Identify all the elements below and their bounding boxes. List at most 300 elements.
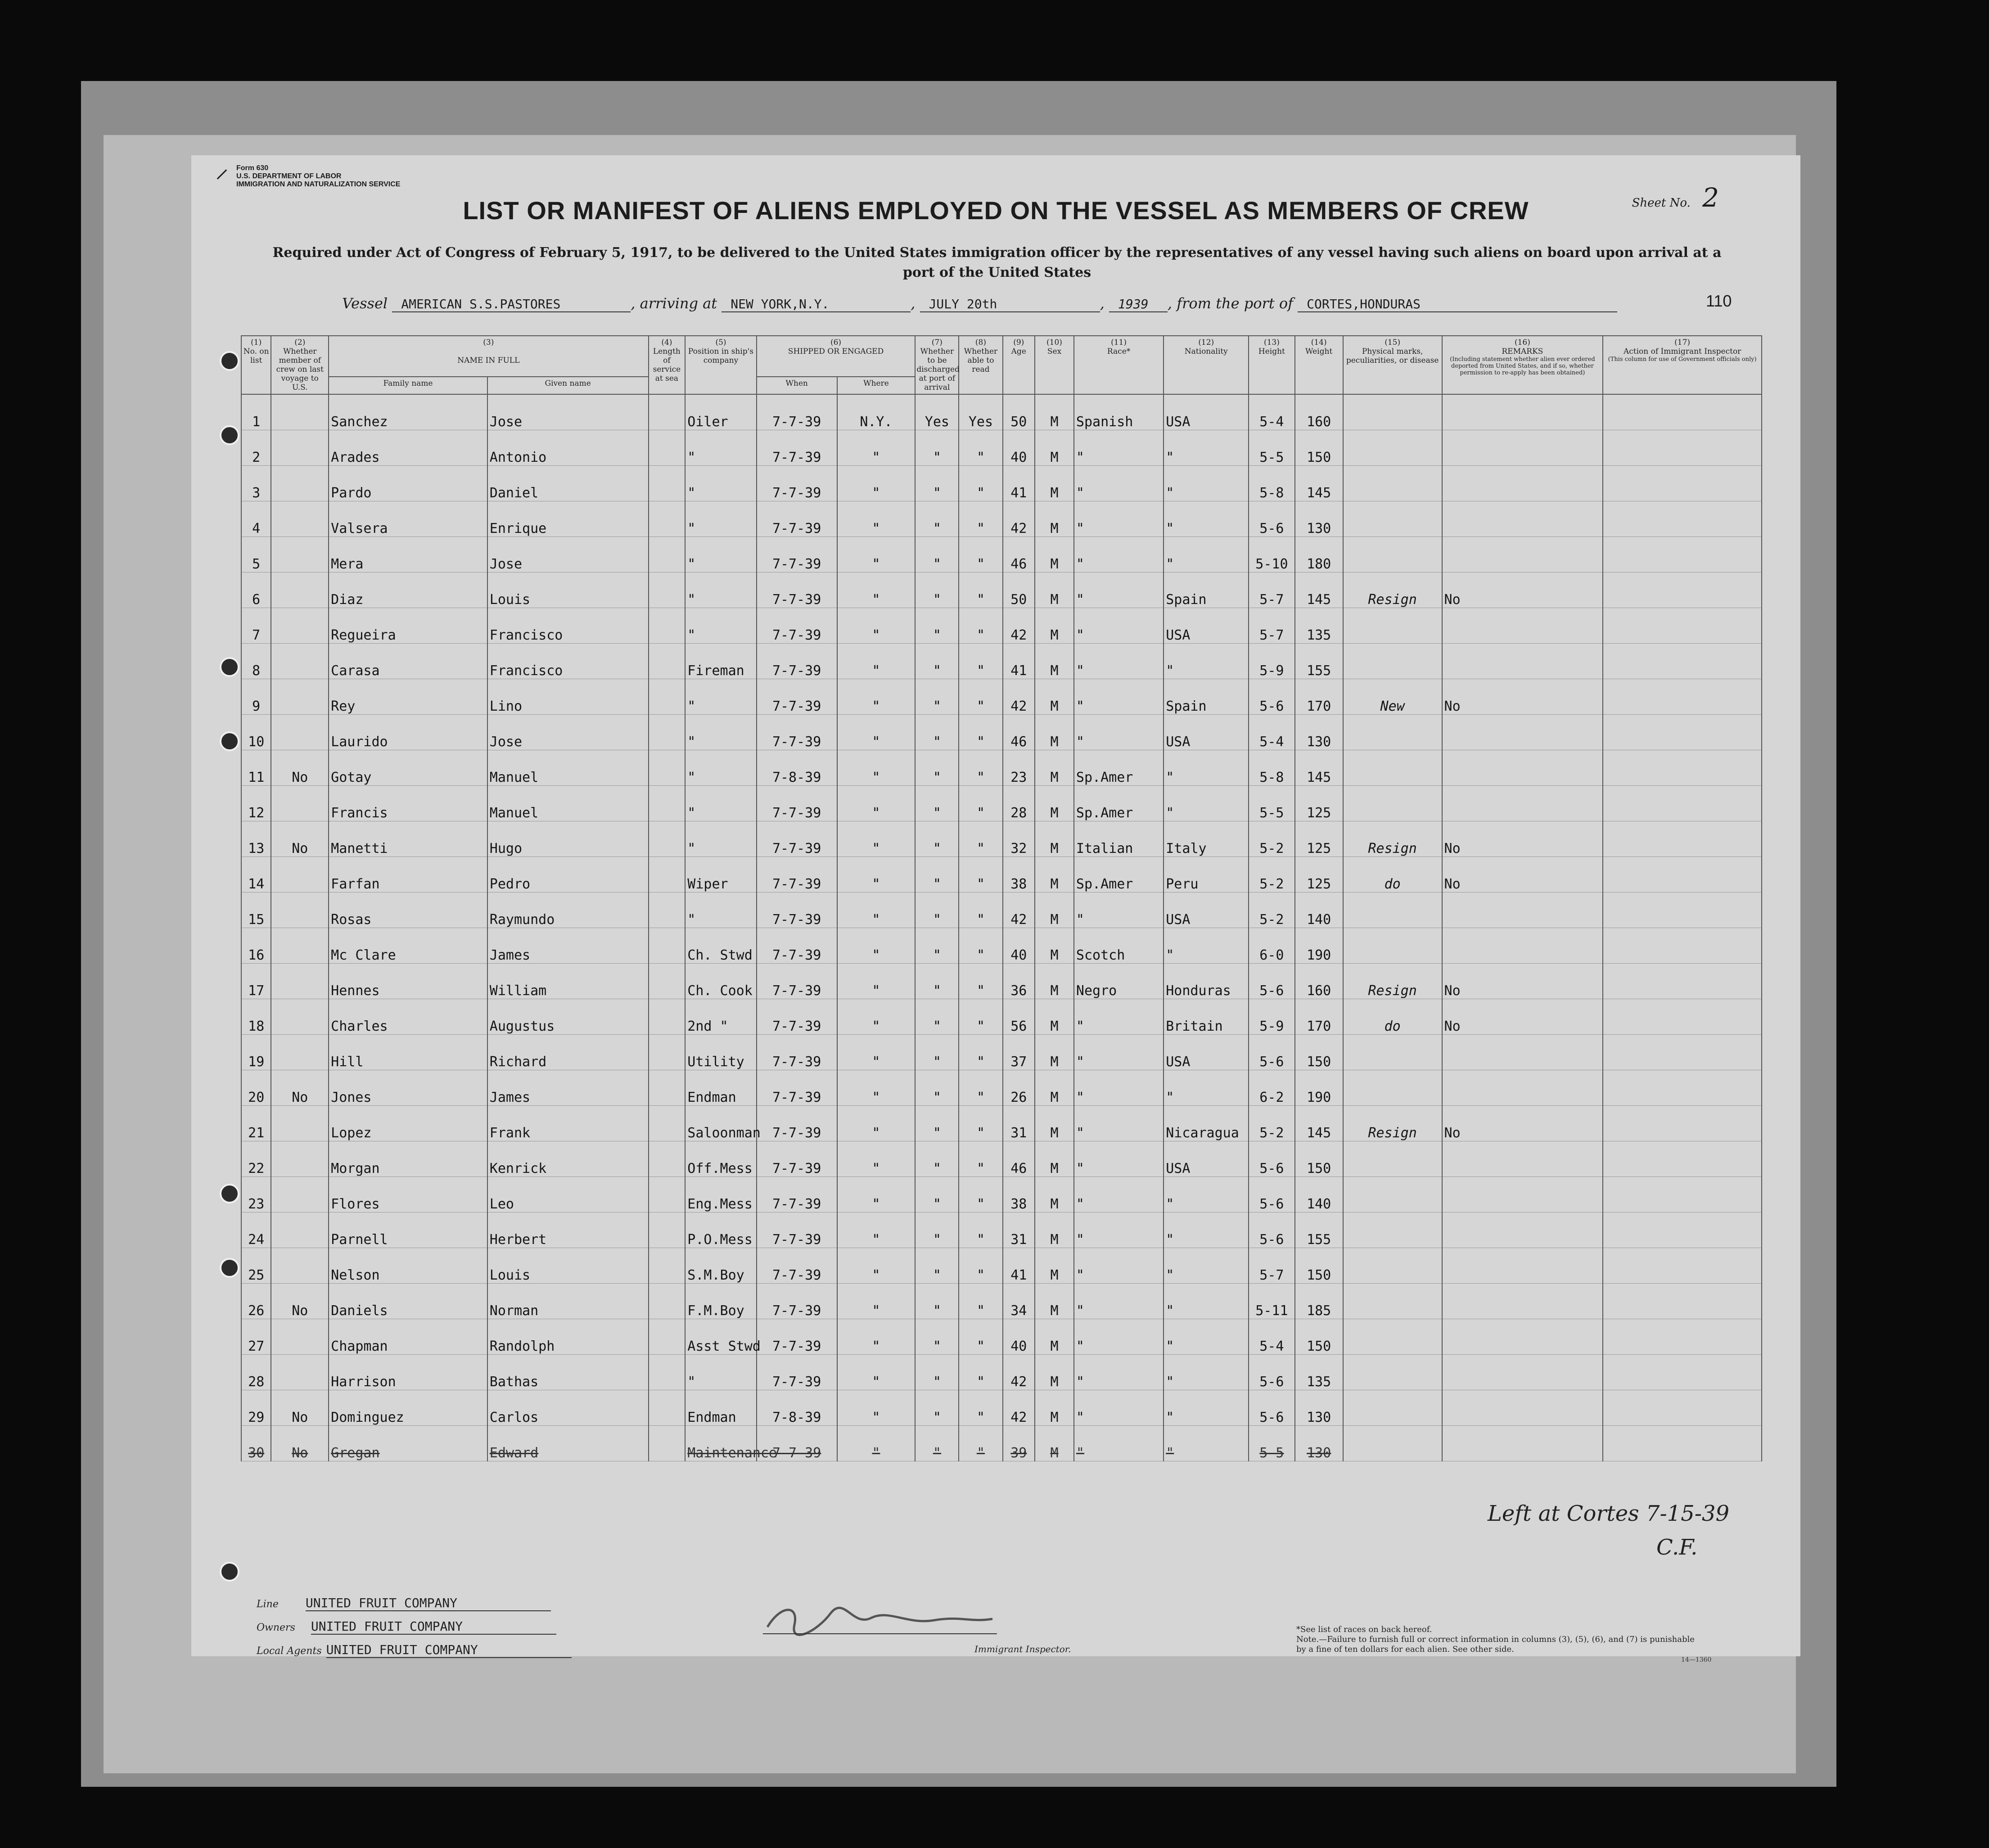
cell-inspector-action (1603, 1248, 1762, 1284)
from-port-label: from the port of (1177, 295, 1293, 312)
cell-row-number: 17 (241, 964, 271, 999)
cell-age: 56 (1003, 999, 1035, 1035)
cell-position: Maintenance (685, 1426, 756, 1461)
cell-length-of-service (649, 501, 686, 537)
cell-family-name: Arades (329, 430, 487, 466)
cell-weight: 185 (1295, 1284, 1343, 1319)
cell-remarks (1442, 537, 1603, 572)
cell-shipped-when: 7-7-39 (757, 501, 837, 537)
cell-row-number: 5 (241, 537, 271, 572)
col-header-1: (1) No. on list (241, 336, 271, 394)
cell-sex: M (1035, 750, 1074, 786)
cell-shipped-when: 7-7-39 (757, 1284, 837, 1319)
cell-discharged: " (915, 608, 959, 644)
cell-family-name: Mc Clare (329, 928, 487, 964)
cell-physical-marks (1343, 1035, 1442, 1070)
cell-discharged: " (915, 857, 959, 892)
cell-family-name: Mera (329, 537, 487, 572)
cell-physical-marks (1343, 1212, 1442, 1248)
cell-race: " (1074, 537, 1164, 572)
cell-physical-marks (1343, 786, 1442, 821)
cell-shipped-when: 7-7-39 (757, 1355, 837, 1390)
cell-physical-marks: Resign (1343, 964, 1442, 999)
cell-shipped-when: 7-7-39 (757, 1035, 837, 1070)
cell-physical-marks (1343, 608, 1442, 644)
cell-nationality: Spain (1164, 679, 1249, 715)
cell-weight: 125 (1295, 857, 1343, 892)
cell-family-name: Daniels (329, 1284, 487, 1319)
cell-given-name: Leo (487, 1177, 649, 1212)
cell-given-name: Edward (487, 1426, 649, 1461)
cell-height: 5-4 (1249, 715, 1294, 750)
cell-sex: M (1035, 857, 1074, 892)
cell-sex: M (1035, 821, 1074, 857)
cell-shipped-when: 7-7-39 (757, 1141, 837, 1177)
cell-nationality: " (1164, 1426, 1249, 1461)
cell-able-to-read: " (959, 1355, 1002, 1390)
cell-shipped-when: 7-7-39 (757, 999, 837, 1035)
cell-last-voyage (271, 572, 329, 608)
cell-race: Sp.Amer (1074, 786, 1164, 821)
cell-age: 28 (1003, 786, 1035, 821)
col-header-15: (15) Physical marks, peculiarities, or disease (1343, 336, 1442, 394)
cell-given-name: Pedro (487, 857, 649, 892)
cell-inspector-action (1603, 466, 1762, 501)
cell-length-of-service (649, 1177, 686, 1212)
cell-age: 34 (1003, 1284, 1035, 1319)
cell-given-name: Lino (487, 679, 649, 715)
cell-given-name: Kenrick (487, 1141, 649, 1177)
cell-row-number: 27 (241, 1319, 271, 1355)
cell-age: 41 (1003, 466, 1035, 501)
cell-last-voyage: No (271, 1284, 329, 1319)
table-row (241, 1106, 1762, 1141)
cell-shipped-when: 7-7-39 (757, 892, 837, 928)
cell-given-name: Jose (487, 715, 649, 750)
punch-hole (220, 657, 239, 677)
cell-weight: 150 (1295, 1248, 1343, 1284)
cell-inspector-action (1603, 1070, 1762, 1106)
table-row (241, 679, 1762, 715)
cell-height: 5-2 (1249, 857, 1294, 892)
cell-weight: 160 (1295, 964, 1343, 999)
cell-row-number: 30 (241, 1426, 271, 1461)
col-header-9: (9) Age (1003, 336, 1035, 394)
cell-given-name: Augustus (487, 999, 649, 1035)
punch-hole (220, 1184, 239, 1203)
cell-family-name: Manetti (329, 821, 487, 857)
cell-row-number: 29 (241, 1390, 271, 1426)
cell-nationality: " (1164, 1212, 1249, 1248)
cell-inspector-action (1603, 679, 1762, 715)
cell-sex: M (1035, 1390, 1074, 1426)
cell-discharged: " (915, 679, 959, 715)
cell-race: " (1074, 1284, 1164, 1319)
cell-height: 5-7 (1249, 608, 1294, 644)
cell-discharged: " (915, 537, 959, 572)
cell-weight: 170 (1295, 999, 1343, 1035)
cell-physical-marks (1343, 1355, 1442, 1390)
cell-remarks (1442, 1070, 1603, 1106)
cell-height: 5-6 (1249, 964, 1294, 999)
cell-height: 6-0 (1249, 928, 1294, 964)
cell-age: 46 (1003, 715, 1035, 750)
form-number: Form 630 (236, 164, 269, 172)
cell-sex: M (1035, 1106, 1074, 1141)
cell-age: 42 (1003, 608, 1035, 644)
cell-remarks: No (1442, 572, 1603, 608)
cell-shipped-where: " (837, 999, 916, 1035)
cell-sex: M (1035, 608, 1074, 644)
cell-weight: 170 (1295, 679, 1343, 715)
cell-inspector-action (1603, 1177, 1762, 1212)
cell-position: " (685, 715, 756, 750)
cell-shipped-where: " (837, 1355, 916, 1390)
cell-last-voyage (271, 964, 329, 999)
cell-sex: M (1035, 928, 1074, 964)
cell-remarks (1442, 1390, 1603, 1426)
cell-row-number: 22 (241, 1141, 271, 1177)
cell-length-of-service (649, 1141, 686, 1177)
cell-discharged: " (915, 1212, 959, 1248)
vessel-name: AMERICAN S.S.PASTORES (392, 297, 631, 312)
cell-length-of-service (649, 537, 686, 572)
cell-remarks (1442, 892, 1603, 928)
cell-row-number: 23 (241, 1177, 271, 1212)
cell-row-number: 16 (241, 928, 271, 964)
cell-position: Fireman (685, 644, 756, 679)
cell-sex: M (1035, 1212, 1074, 1248)
cell-length-of-service (649, 1070, 686, 1106)
table-row (241, 466, 1762, 501)
cell-shipped-where: " (837, 1390, 916, 1426)
cell-position: Eng.Mess (685, 1177, 756, 1212)
col-header-given-name: Given name (487, 377, 649, 394)
cell-last-voyage (271, 608, 329, 644)
punch-hole (220, 425, 239, 445)
cell-able-to-read: " (959, 964, 1002, 999)
cell-shipped-where: " (837, 928, 916, 964)
cell-length-of-service (649, 1106, 686, 1141)
cell-position: " (685, 572, 756, 608)
cell-able-to-read: Yes (959, 394, 1002, 430)
crew-manifest-table (241, 335, 1762, 1461)
cell-last-voyage (271, 644, 329, 679)
cell-nationality: USA (1164, 1141, 1249, 1177)
cell-sex: M (1035, 501, 1074, 537)
cell-shipped-where: " (837, 1177, 916, 1212)
cell-nationality: Honduras (1164, 964, 1249, 999)
cell-nationality: " (1164, 1177, 1249, 1212)
cell-nationality: " (1164, 466, 1249, 501)
cell-shipped-when: 7-7-39 (757, 644, 837, 679)
cell-shipped-where: " (837, 857, 916, 892)
cell-remarks (1442, 501, 1603, 537)
cell-able-to-read: " (959, 715, 1002, 750)
cell-discharged: " (915, 928, 959, 964)
punch-hole (220, 1258, 239, 1278)
cell-shipped-when: 7-7-39 (757, 1177, 837, 1212)
cell-nationality: " (1164, 1284, 1249, 1319)
cell-able-to-read: " (959, 1426, 1002, 1461)
cell-last-voyage (271, 1248, 329, 1284)
cell-race: " (1074, 1070, 1164, 1106)
cell-position: " (685, 786, 756, 821)
page-subtitle: Required under Act of Congress of February 5, 1917, to be delivered to the United States immigration officer by the representatives of any vessel having such aliens on board upon arrival at a port of the United States (272, 245, 1722, 280)
cell-shipped-when: 7-7-39 (757, 1426, 837, 1461)
cell-age: 41 (1003, 644, 1035, 679)
cell-shipped-when: 7-7-39 (757, 857, 837, 892)
cell-discharged: " (915, 1390, 959, 1426)
cell-shipped-where: " (837, 1426, 916, 1461)
cell-nationality: " (1164, 501, 1249, 537)
cell-able-to-read: " (959, 1212, 1002, 1248)
cell-able-to-read: " (959, 1177, 1002, 1212)
cell-length-of-service (649, 679, 686, 715)
cell-able-to-read: " (959, 821, 1002, 857)
cell-discharged: Yes (915, 394, 959, 430)
cell-inspector-action (1603, 394, 1762, 430)
cell-inspector-action (1603, 821, 1762, 857)
col-header-13: (13) Height (1249, 336, 1294, 394)
cell-shipped-when: 7-7-39 (757, 679, 837, 715)
cell-length-of-service (649, 821, 686, 857)
cell-position: Ch. Stwd (685, 928, 756, 964)
cell-able-to-read: " (959, 466, 1002, 501)
cell-given-name: Louis (487, 572, 649, 608)
cell-position: Saloonman (685, 1106, 756, 1141)
cell-discharged: " (915, 1177, 959, 1212)
cell-age: 50 (1003, 572, 1035, 608)
cell-age: 36 (1003, 964, 1035, 999)
cell-shipped-where: " (837, 501, 916, 537)
vessel-line: Vessel AMERICAN S.S.PASTORES , arriving at NEW YORK,N.Y. , JULY 20th , 1939 , from the port of CORTES,HONDURAS (342, 295, 1617, 312)
cell-row-number: 4 (241, 501, 271, 537)
col-header-5: (5) Position in ship's company (685, 336, 756, 394)
punch-hole (220, 351, 239, 371)
cell-family-name: Francis (329, 786, 487, 821)
cell-row-number: 24 (241, 1212, 271, 1248)
cell-height: 5-7 (1249, 572, 1294, 608)
cell-family-name: Harrison (329, 1355, 487, 1390)
cell-shipped-where: " (837, 608, 916, 644)
col-header-10: (10) Sex (1035, 336, 1074, 394)
cell-given-name: Norman (487, 1284, 649, 1319)
cell-age: 39 (1003, 1426, 1035, 1461)
cell-nationality: " (1164, 1070, 1249, 1106)
cell-remarks (1442, 608, 1603, 644)
cell-nationality: Peru (1164, 857, 1249, 892)
cell-last-voyage (271, 1141, 329, 1177)
cell-physical-marks (1343, 1177, 1442, 1212)
cell-weight: 145 (1295, 572, 1343, 608)
table-row (241, 608, 1762, 644)
cell-weight: 125 (1295, 786, 1343, 821)
cell-remarks (1442, 1248, 1603, 1284)
cell-family-name: Rosas (329, 892, 487, 928)
cell-discharged: " (915, 430, 959, 466)
cell-length-of-service (649, 1355, 686, 1390)
cell-row-number: 12 (241, 786, 271, 821)
footer-agents (257, 1642, 572, 1658)
cell-position: " (685, 608, 756, 644)
cell-physical-marks (1343, 750, 1442, 786)
cell-remarks (1442, 1319, 1603, 1355)
cell-physical-marks: New (1343, 679, 1442, 715)
cell-family-name: Parnell (329, 1212, 487, 1248)
cell-last-voyage (271, 430, 329, 466)
cell-last-voyage (271, 857, 329, 892)
cell-height: 5-11 (1249, 1284, 1294, 1319)
cell-sex: M (1035, 1284, 1074, 1319)
col-header-12: (12) Nationality (1164, 336, 1249, 394)
cell-age: 41 (1003, 1248, 1035, 1284)
cell-last-voyage (271, 1355, 329, 1390)
cell-sex: M (1035, 1248, 1074, 1284)
cell-age: 42 (1003, 1355, 1035, 1390)
cell-nationality: " (1164, 1390, 1249, 1426)
cell-weight: 130 (1295, 1390, 1343, 1426)
cell-able-to-read: " (959, 999, 1002, 1035)
cell-discharged: " (915, 1248, 959, 1284)
cell-row-number: 14 (241, 857, 271, 892)
cell-sex: M (1035, 572, 1074, 608)
cell-shipped-when: 7-7-39 (757, 1212, 837, 1248)
cell-last-voyage: No (271, 1070, 329, 1106)
cell-row-number: 9 (241, 679, 271, 715)
cell-position: Ch. Cook (685, 964, 756, 999)
cell-inspector-action (1603, 1390, 1762, 1426)
cell-height: 5-6 (1249, 1390, 1294, 1426)
table-row (241, 1284, 1762, 1319)
cell-weight: 150 (1295, 1141, 1343, 1177)
cell-family-name: Diaz (329, 572, 487, 608)
cell-inspector-action (1603, 928, 1762, 964)
cell-length-of-service (649, 572, 686, 608)
cell-physical-marks (1343, 1248, 1442, 1284)
cell-remarks (1442, 1035, 1603, 1070)
cell-position: " (685, 679, 756, 715)
cell-shipped-where: " (837, 1284, 916, 1319)
cell-inspector-action (1603, 430, 1762, 466)
cell-physical-marks (1343, 394, 1442, 430)
cell-row-number: 11 (241, 750, 271, 786)
cell-weight: 160 (1295, 394, 1343, 430)
penalty-note: Note.—Failure to furnish full or correct information in columns (3), (5), (6), and (7) is punishable by a fine of ten dollars for each alien. See other side. (1296, 1635, 1695, 1654)
cell-position: Endman (685, 1070, 756, 1106)
cell-shipped-where: " (837, 786, 916, 821)
cell-able-to-read: " (959, 644, 1002, 679)
cell-given-name: William (487, 964, 649, 999)
cell-shipped-when: 7-7-39 (757, 394, 837, 430)
table-row (241, 1070, 1762, 1106)
cell-given-name: James (487, 928, 649, 964)
department: U.S. DEPARTMENT OF LABOR (236, 172, 342, 180)
cell-given-name: Carlos (487, 1390, 649, 1426)
cell-position: 2nd " (685, 999, 756, 1035)
page-number: 110 (1706, 292, 1732, 310)
cell-remarks: No (1442, 857, 1603, 892)
cell-sex: M (1035, 999, 1074, 1035)
cell-able-to-read: " (959, 501, 1002, 537)
cell-row-number: 10 (241, 715, 271, 750)
cell-weight: 150 (1295, 1319, 1343, 1355)
cell-able-to-read: " (959, 928, 1002, 964)
table-row (241, 928, 1762, 964)
cell-able-to-read: " (959, 1248, 1002, 1284)
cell-shipped-where: " (837, 715, 916, 750)
cell-last-voyage: No (271, 750, 329, 786)
cell-shipped-where: " (837, 1319, 916, 1355)
cell-weight: 150 (1295, 1035, 1343, 1070)
cell-height: 5-2 (1249, 1106, 1294, 1141)
cell-sex: M (1035, 1141, 1074, 1177)
table-row (241, 501, 1762, 537)
cell-weight: 190 (1295, 1070, 1343, 1106)
cell-shipped-when: 7-7-39 (757, 821, 837, 857)
table-row (241, 537, 1762, 572)
cell-age: 42 (1003, 501, 1035, 537)
cell-length-of-service (649, 892, 686, 928)
cell-able-to-read: " (959, 750, 1002, 786)
cell-family-name: Valsera (329, 501, 487, 537)
cell-sex: M (1035, 394, 1074, 430)
owners-value: UNITED FRUIT COMPANY (311, 1619, 556, 1635)
cell-length-of-service (649, 857, 686, 892)
cell-weight: 130 (1295, 715, 1343, 750)
cell-physical-marks (1343, 1070, 1442, 1106)
crew-rows (241, 394, 1762, 1461)
cell-remarks (1442, 466, 1603, 501)
cell-height: 5-6 (1249, 1177, 1294, 1212)
col-header-where: Where (837, 377, 916, 394)
cell-position: Off.Mess (685, 1141, 756, 1177)
cell-row-number: 19 (241, 1035, 271, 1070)
cell-shipped-where: " (837, 750, 916, 786)
cell-remarks (1442, 430, 1603, 466)
departure-port: CORTES,HONDURAS (1298, 297, 1617, 312)
cell-race: " (1074, 1390, 1164, 1426)
cell-family-name: Rey (329, 679, 487, 715)
cell-inspector-action (1603, 1319, 1762, 1355)
cell-given-name: Hugo (487, 821, 649, 857)
cell-sex: M (1035, 715, 1074, 750)
cell-able-to-read: " (959, 1035, 1002, 1070)
cell-last-voyage (271, 928, 329, 964)
cell-height: 5-4 (1249, 1319, 1294, 1355)
cell-shipped-when: 7-8-39 (757, 1390, 837, 1426)
cell-race: " (1074, 466, 1164, 501)
table-row (241, 1390, 1762, 1426)
cell-inspector-action (1603, 572, 1762, 608)
cell-position: " (685, 466, 756, 501)
cell-height: 5-6 (1249, 1355, 1294, 1390)
cell-race: " (1074, 1248, 1164, 1284)
cell-race: Italian (1074, 821, 1164, 857)
cell-physical-marks: do (1343, 999, 1442, 1035)
cell-sex: M (1035, 537, 1074, 572)
cell-physical-marks: Resign (1343, 821, 1442, 857)
cell-discharged: " (915, 1426, 959, 1461)
cell-row-number: 28 (241, 1355, 271, 1390)
cell-row-number: 1 (241, 394, 271, 430)
cell-given-name: Raymundo (487, 892, 649, 928)
cell-inspector-action (1603, 715, 1762, 750)
cell-row-number: 25 (241, 1248, 271, 1284)
cell-physical-marks (1343, 466, 1442, 501)
cell-length-of-service (649, 1426, 686, 1461)
form-header (236, 164, 400, 189)
